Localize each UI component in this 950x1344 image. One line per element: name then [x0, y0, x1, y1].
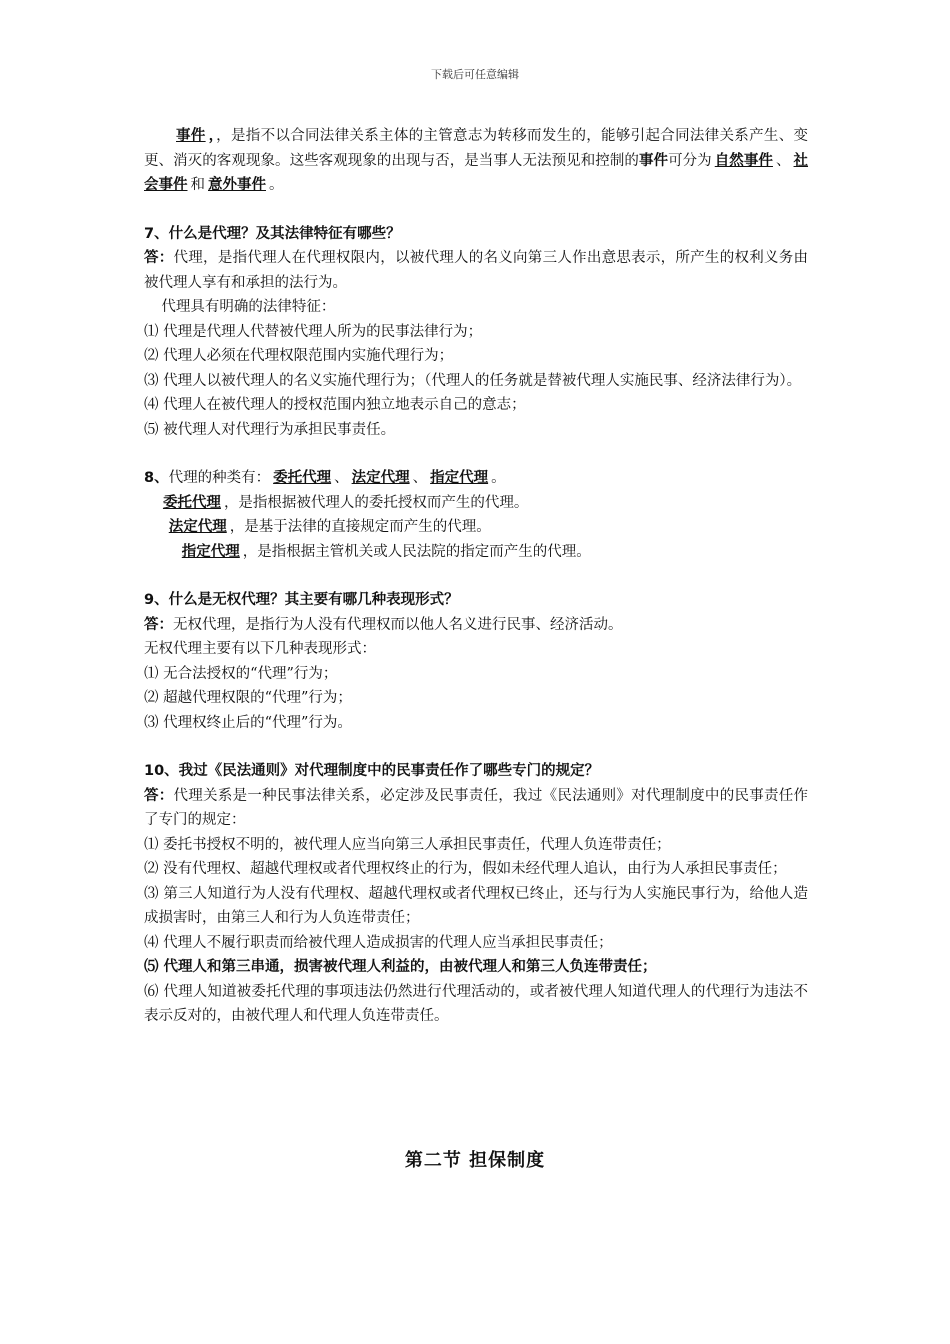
q8-number: 8、	[144, 470, 169, 486]
term-event: 事件	[176, 128, 206, 144]
agency-type-statutory: 法定代理	[351, 470, 410, 486]
q10-answer-text: 代理关系是一种民事法律关系，必定涉及民事责任，我过《民法通则》对代理制度中的民事责任作了专门的规定：	[144, 787, 809, 828]
q7-item-4: ⑷ 代理人在被代理人的授权范围内独立地表示自己的意志；	[144, 397, 526, 413]
intro-definition: ，是指不以合同法律关系主体的主管意志为转移而发生的，能够引起合同法律关系产生、变更、消灭的客观现象。这些客观现象的出现与否，是当事人无法预见和控制的	[144, 128, 809, 169]
intro-paragraph	[144, 124, 808, 198]
def-term-statutory: 法定代理	[168, 519, 227, 535]
q8-end: 。	[491, 470, 506, 486]
q8-sep1: 、	[334, 470, 349, 486]
agency-type-designated: 指定代理	[430, 470, 489, 486]
intro-sep1: 、	[775, 152, 791, 169]
intro-can-be: 可分为	[668, 152, 712, 169]
agency-type-entrusted: 委托代理	[273, 470, 332, 486]
q7-item-1: ⑴ 代理是代理人代替被代理人所为的民事法律行为；	[144, 323, 483, 340]
q9-answer	[144, 613, 808, 638]
q10-item-5: ⑸ 代理人和第三串通，损害被代理人利益的，由被代理人和第三人负连带责任；	[144, 959, 657, 975]
answer-label: 答：	[144, 250, 174, 266]
document-body	[144, 124, 808, 1029]
q8-def-statutory	[144, 515, 808, 540]
page-header: 下载后可任意编辑	[431, 68, 519, 81]
q7-item-3: ⑶ 代理人以被代理人的名义实施代理行为；（代理人的任务就是替被代理人实施民事、经济法律行为）。	[144, 372, 802, 389]
q9-item-1: ⑴ 无合法授权的“代理”行为；	[144, 665, 338, 682]
q10-item-3: ⑶ 第三人知道行为人没有代理权、超越代理权或者代理权已终止，还与行为人实施民事行为，给他人造成损害时，由第三人和行为人负连带责任；	[144, 885, 808, 926]
event-type-natural: 自然事件	[714, 152, 773, 169]
q10-question: 10、我过《民法通则》对代理制度中的民事责任作了哪些专门的规定？	[144, 763, 600, 779]
spacer	[144, 198, 808, 222]
q7-answer	[144, 246, 808, 295]
q7-item-5: ⑸ 被代理人对代理行为承担民事责任。	[144, 421, 396, 438]
q10-item-2: ⑵ 没有代理权、超越代理权或者代理权终止的行为，假如未经代理人追认，由行为人承担民事责任；	[144, 861, 787, 877]
q8-sep2: 、	[412, 470, 428, 486]
section-title: 第二节 担保制度	[404, 1150, 546, 1171]
q8-def-designated	[144, 540, 808, 565]
q8-def-entrusted	[144, 491, 808, 516]
def-term-entrusted: 委托代理	[162, 494, 221, 511]
q9-answer-text: 无权代理，是指行为人没有代理权而以他人名义进行民事、经济活动。	[173, 616, 623, 633]
intro-comma: ，	[208, 128, 217, 144]
def-text-entrusted: ，是指根据被代理人的委托授权而产生的代理。	[223, 494, 529, 511]
q10-answer	[144, 784, 808, 833]
q7-features-intro: 代理具有明确的法律特征：	[161, 299, 336, 315]
event-type-social: 社会事件	[144, 152, 809, 193]
q7-question: 7、什么是代理？及其法律特征有哪些？	[144, 225, 401, 242]
q9-question: 9、什么是无权代理？其主要有哪几种表现形式？	[144, 592, 459, 608]
def-text-designated: ，是指根据主管机关或人民法院的指定而产生的代理。	[242, 543, 591, 560]
answer-label: 答：	[144, 616, 173, 633]
q10-item-6: ⑹ 代理人知道被委托代理的事项违法仍然进行代理活动的，或者被代理人知道代理人的代理行为违法不表示反对的，由被代理人和代理人负连带责任。	[144, 983, 808, 1024]
q9-item-2: ⑵ 超越代理权限的“代理”行为；	[144, 690, 352, 706]
q10-item-1: ⑴ 委托书授权不明的，被代理人应当向第三人承担民事责任，代理人负连带责任；	[144, 836, 671, 853]
intro-sep2: 和	[190, 177, 205, 193]
q7-item-2: ⑵ 代理人必须在代理权限范围内实施代理行为；	[144, 348, 454, 364]
q9-item-3: ⑶ 代理权终止后的“代理”行为。	[144, 714, 352, 731]
q8-lead: 代理的种类有：	[168, 470, 271, 486]
def-term-designated: 指定代理	[181, 543, 240, 560]
intro-end: 。	[269, 177, 284, 193]
q8-types	[144, 466, 808, 491]
spacer	[144, 442, 808, 466]
q9-forms-intro: 无权代理主要有以下几种表现形式：	[144, 641, 376, 657]
spacer	[144, 735, 808, 759]
def-text-statutory: ，是基于法律的直接规定而产生的代理。	[229, 519, 491, 535]
spacer	[144, 564, 808, 588]
q10-item-4: ⑷ 代理人不履行职责而给被代理人造成损害的代理人应当承担民事责任；	[144, 934, 613, 951]
q7-answer-text: 代理，是指代理人在代理权限内，以被代理人的名义向第三人作出意思表示，所产生的权利义务由被代理人享有和承担的法行为。	[144, 250, 809, 291]
answer-label: 答：	[144, 787, 174, 804]
term-event-2: 事件	[638, 152, 669, 169]
event-type-accident: 意外事件	[208, 177, 266, 193]
